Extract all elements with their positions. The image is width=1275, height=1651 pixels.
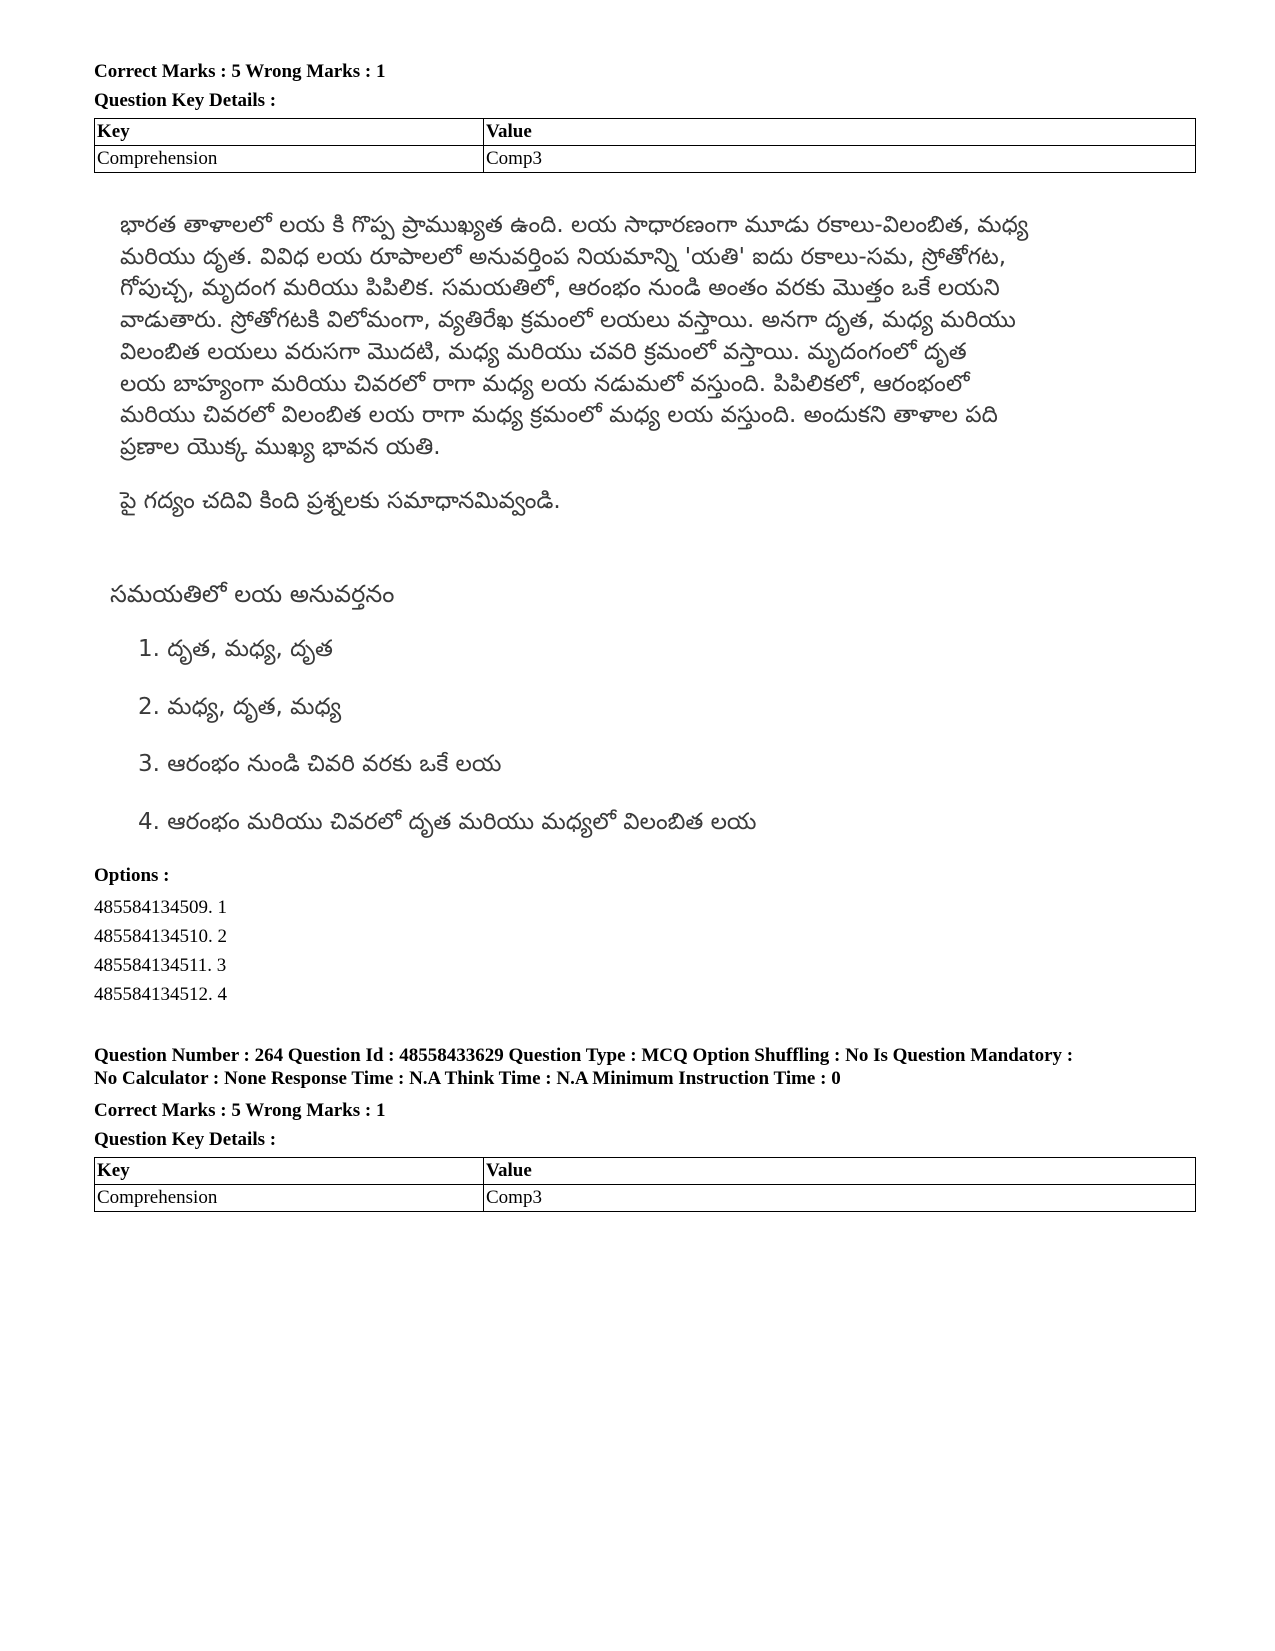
marks-line: Correct Marks : 5 Wrong Marks : 1 xyxy=(94,61,386,82)
choice-item: 1. దృత, మధ్య, దృత xyxy=(138,636,333,662)
table-cell-key: Comprehension xyxy=(95,146,484,173)
passage-line: వాడుతారు. స్రోతోగటకి విలోమంగా, వ్యతిరేఖ క్రమంలో లయలు వస్తాయి. అనగా దృత, మధ్య మరియు xyxy=(120,307,1016,334)
comprehension-passage xyxy=(120,210,1190,464)
table-header-row xyxy=(95,1158,1196,1185)
table-header-value: Value xyxy=(484,119,1196,146)
table-header-key: Key xyxy=(95,1158,484,1185)
table-row xyxy=(95,1185,1196,1212)
key-details-table xyxy=(94,118,1196,173)
passage-line: విలంబిత లయలు వరుసగా మొదటి, మధ్య మరియు చవరి క్రమంలో వస్తాయి. మృదంగంలో దృత xyxy=(120,338,967,365)
table-header-row xyxy=(95,119,1196,146)
options-list xyxy=(94,893,227,1009)
table-cell-value: Comp3 xyxy=(484,146,1196,173)
passage-line: ప్రణాల యొక్క ముఖ్య భావన యతి. xyxy=(120,433,441,460)
passage-instruction: పై గద్యం చదివి కింది ప్రశ్నలకు సమాధానమివ్వండి. xyxy=(120,488,561,514)
table-cell-key: Comprehension xyxy=(95,1185,484,1212)
passage-line: గోపుచ్చ, మృదంగ మరియు పిపిలిక. సమయతిలో, ఆరంభం నుండి అంతం వరకు మొత్తం ఒకే లయని xyxy=(120,275,1000,302)
option-item: 485584134510. 2 xyxy=(94,926,227,947)
table-row xyxy=(95,146,1196,173)
key-details-label: Question Key Details : xyxy=(94,90,277,111)
marks-line: Correct Marks : 5 Wrong Marks : 1 xyxy=(94,1100,386,1121)
option-item: 485584134509. 1 xyxy=(94,897,227,918)
question-stem: సమయతిలో లయ అనువర్తనం xyxy=(110,580,395,608)
choice-item: 4. ఆరంభం మరియు చివరలో దృత మరియు మధ్యలో విలంబిత లయ xyxy=(138,808,757,835)
table-header-value: Value xyxy=(484,1158,1196,1185)
question-metadata-line: Question Number : 264 Question Id : 48558433629 Question Type : MCQ Option Shuffling : No Is Question Mandatory : xyxy=(94,1045,1074,1066)
passage-line: మరియు చివరలో విలంబిత లయ రాగా మధ్య క్రమంలో మధ్య లయ వస్తుంది. అందుకని తాళాల పది xyxy=(120,402,998,429)
option-item: 485584134511. 3 xyxy=(94,955,227,976)
table-header-key: Key xyxy=(95,119,484,146)
key-details-table xyxy=(94,1157,1196,1212)
passage-line: భారత తాళాలలో లయ కి గొప్ప ప్రాముఖ్యత ఉంది. లయ సాధారణంగా మూడు రకాలు-విలంబిత, మధ్య xyxy=(120,212,1029,238)
question-metadata xyxy=(94,1045,1204,1090)
passage-line: మరియు దృత. వివిధ లయ రూపాలలో అనువర్తింప నియమాన్ని 'యతి' ఐదు రకాలు-సమ, స్రోతోగట, xyxy=(120,243,1007,270)
choice-item: 2. మధ్య, దృత, మధ్య xyxy=(138,693,342,720)
choice-list xyxy=(138,636,756,866)
table-cell-value: Comp3 xyxy=(484,1185,1196,1212)
question-metadata-line: No Calculator : None Response Time : N.A Think Time : N.A Minimum Instruction Time : 0 xyxy=(94,1067,841,1089)
key-details-label: Question Key Details : xyxy=(94,1129,277,1150)
choice-item: 3. ఆరంభం నుండి చివరి వరకు ఒకే లయ xyxy=(138,751,502,777)
option-item: 485584134512. 4 xyxy=(94,984,227,1005)
passage-line: లయ బాహ్యంగా మరియు చివరలో రాగా మధ్య లయ నడుమలో వస్తుంది. పిపిలికలో, ఆరంభంలో xyxy=(120,370,970,397)
options-label: Options : xyxy=(94,865,170,886)
